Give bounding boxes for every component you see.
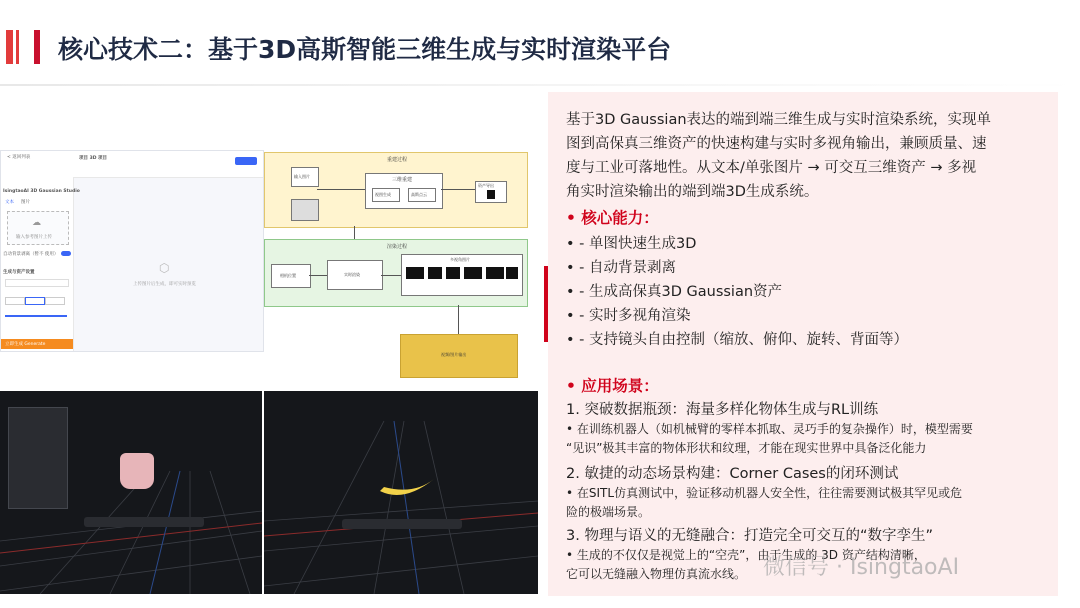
header-accent-bar [16,30,19,64]
connector [441,189,475,190]
connector [317,189,365,190]
core-item: • - 单图快速生成3D [566,236,697,252]
header-accent-bar [34,30,40,64]
viewport-toolbar[interactable] [342,519,462,529]
connector [458,305,459,334]
quality-option[interactable] [45,297,65,305]
scenario-title: 1. 突破数据瓶颈：海量多样化物体生成与RL训练 [566,402,879,418]
panel-accent [544,266,548,342]
build-stage [264,152,528,228]
build-title: 重建过程 [387,157,408,163]
viewport-cup[interactable] [0,391,262,594]
cup-model [120,453,154,489]
viewport-toolbar[interactable] [84,517,204,527]
core-heading: • 核心能力： [566,209,659,227]
scenario-bullet: • 生成的不仅仅是视觉上的“空壳”，由于生成的 3D 资产结构清晰， [566,548,926,562]
intro-line: 基于3D Gaussian表达的端到端三维生成与实时渲染系统，实现单 [566,112,992,128]
output-node: 视频/图片输出 [400,334,518,378]
header-accent-bar [6,30,13,64]
core-item: • - 实时多视角渲染 [566,308,691,324]
settings-select[interactable] [5,279,69,287]
studio-panel-title: 项目 3D 项目 [79,156,107,161]
viewport-banana[interactable] [264,391,538,594]
render-stage [264,239,528,307]
viewport-grid [264,391,538,594]
build-node-recon: 三维重建 视图生成 高斯点云 [365,173,443,209]
scenario-bullet: “见识”极其丰富的物体形状和纹理，才能在现实世界中具备泛化能力 [566,441,927,455]
scenario-bullet: 它可以无缝融入物理仿真流水线。 [566,567,747,581]
build-node-image [291,199,319,221]
connector [381,275,401,276]
upload-dropzone[interactable] [7,211,69,245]
render-node-views: 多视角图片 [401,254,523,296]
render-node-realtime: 实时渲染 [327,260,383,290]
core-item: • - 生成高保真3D Gaussian资产 [566,284,783,300]
export-button[interactable] [235,157,257,165]
intro-line: 角实时渲染输出的端到端3D生成系统。 [566,184,819,200]
connector [354,226,355,239]
header-divider [0,84,1080,86]
render-node-camera: 相机位置 [271,264,311,288]
watermark: 微信号 · IsingtaoAI [763,555,960,580]
studio-topbar [1,151,263,178]
pipeline-diagram [264,150,534,390]
app-heading: • 应用场景： [566,377,659,395]
settings-heading: 生成与资产设置 [3,270,35,275]
intro-line: 图到高保真三维资产的快速构建与实时多视角输出，兼顾质量、速 [566,136,987,152]
studio-sidebar [1,177,80,351]
upload-label: 输入参考图片上传 [16,235,52,240]
quality-option[interactable] [5,297,25,305]
quality-option-selected[interactable] [25,297,45,305]
build-node-export: 资产导出 [475,181,507,203]
render-title: 渲染过程 [387,244,408,250]
scenario-bullet: 险的极端场景。 [566,505,651,519]
back-link[interactable]: < 返回列表 [7,155,31,160]
studio-screenshot [0,150,264,352]
scenario-title: 2. 敏捷的动态场景构建：Corner Cases的闭环测试 [566,466,899,482]
core-item: • - 自动背景剥离 [566,260,677,276]
build-node-input: 输入图片 [291,167,319,187]
cube-icon: ⬡ [159,261,170,275]
scenario-bullet: • 在训练机器人（如机械臂的零样本抓取、灵巧手的复杂操作）时，模型需要 [566,422,973,436]
empty-hint: 上传图片后生成，即可实时预览 [133,282,196,287]
inspector-panel[interactable] [8,407,68,509]
slider-track[interactable] [5,315,67,317]
studio-app-name: IsingtaoAI 3D Gaussian Studio [3,189,80,194]
tab-text[interactable]: 文本 [5,200,14,205]
scenario-title: 3. 物理与语义的无缝融合：打造完全可交互的“数字孪生” [566,528,933,544]
generate-button-label: 立即生成 Generate [5,342,46,347]
upload-icon: ☁ [32,218,41,228]
toggle-label: 自动背景剥离（暂不 使用） [3,252,59,257]
core-item: • - 支持镜头自由控制（缩放、俯仰、旋转、背面等） [566,332,909,348]
banana-model [380,479,434,495]
intro-line: 度与工业可落地性。从文本/单张图片 → 可交互三维资产 → 多视 [566,160,977,176]
tab-image[interactable]: 图片 [21,200,30,205]
bg-removal-toggle[interactable] [61,251,71,256]
connector [309,275,327,276]
scenario-bullet: • 在SITL仿真测试中，验证移动机器人安全性，往往需要测试极其罕见或危 [566,486,963,500]
page-title: 核心技术二：基于3D高斯智能三维生成与实时渲染平台 [58,35,672,64]
generate-button[interactable] [1,339,73,349]
